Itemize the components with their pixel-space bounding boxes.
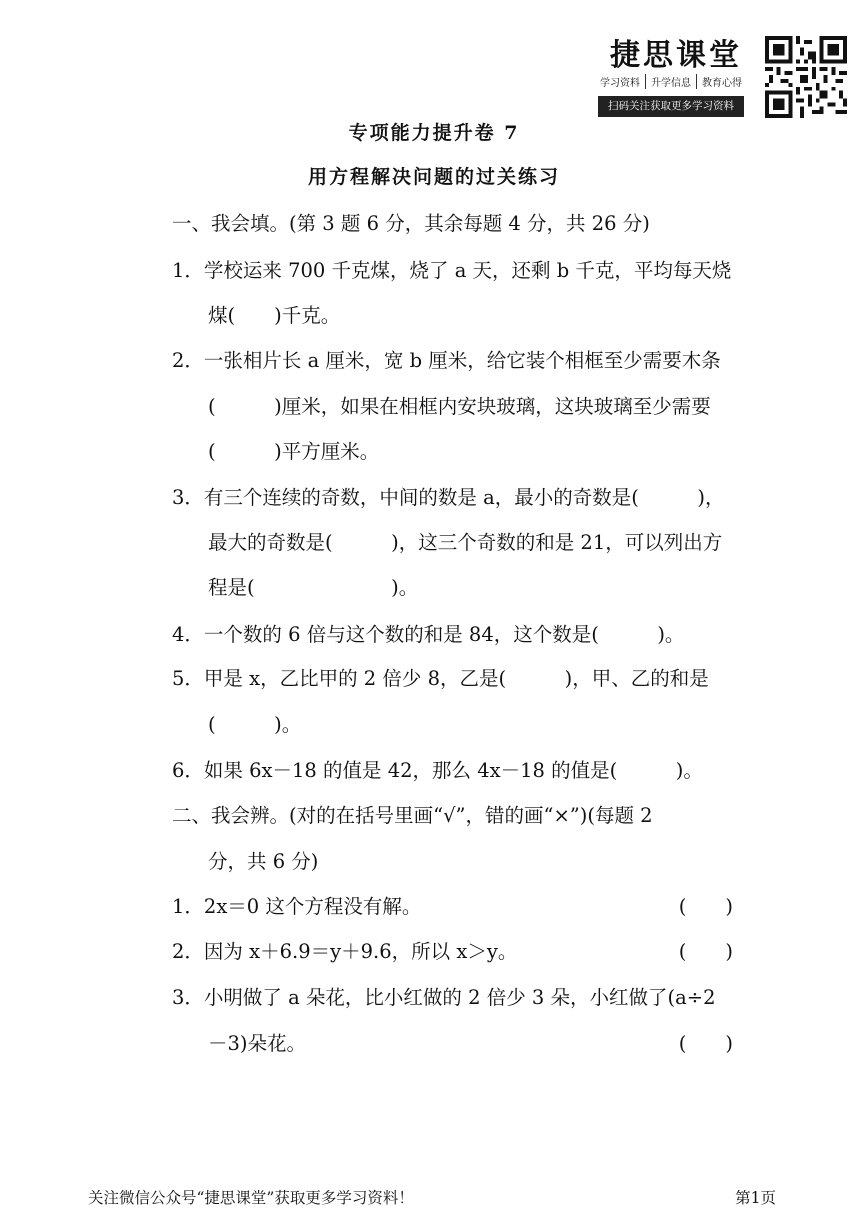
brand-tag: 学习资料 [600,78,640,89]
question-2-line-1: 2．一张相片长 a 厘米，宽 b 厘米，给它装个相框至少需要木条 [172,349,721,372]
brand-tags [600,74,747,89]
worksheet-title: 专项能力提升卷 7 [348,122,520,144]
question-3-line-2: 最大的奇数是( )，这三个奇数的和是 21，可以列出方 [208,531,723,554]
brand-title: 捷思课堂 [610,38,742,73]
brand-banner: 扫码关注获取更多学习资料 [598,96,744,117]
question-6: 6．如果 6x－18 的值是 42，那么 4x－18 的值是( )。 [172,759,703,782]
question-1-line-1: 1．学校运来 700 千克煤，烧了 a 天，还剩 b 千克，平均每天烧 [172,259,732,282]
worksheet-subtitle: 用方程解决问题的过关练习 [307,166,560,188]
footer-note: 关注微信公众号“捷思课堂”获取更多学习资料！ [88,1189,414,1207]
question-1-line-2: 煤( )千克。 [208,304,341,327]
judge-1: 1．2x＝0 这个方程没有解。 [172,895,422,918]
answer-blank: ( ) [678,940,733,963]
question-2-line-2: ( )厘米，如果在相框内安块玻璃，这块玻璃至少需要 [208,395,711,418]
qr-code-icon [765,36,847,118]
question-4: 4．一个数的 6 倍与这个数的和是 84，这个数是( )。 [172,623,685,646]
question-2-line-3: ( )平方厘米。 [208,440,380,463]
page-number: 第1页 [735,1189,776,1207]
judge-2: 2．因为 x＋6.9＝y＋9.6，所以 x＞y。 [172,940,518,963]
question-5-line-1: 5．甲是 x，乙比甲的 2 倍少 8，乙是( )，甲、乙的和是 [172,667,709,690]
answer-blank: ( ) [678,1032,733,1055]
section-2-heading-line-1: 二、我会辨。(对的在括号里画“√”，错的画“×”)(每题 2 [172,804,653,827]
question-3-line-3: 程是( )。 [208,576,419,599]
question-5-line-2: ( )。 [208,713,302,736]
section-2-heading-line-2: 分，共 6 分) [208,850,319,873]
section-1-heading: 一、我会填。(第 3 题 6 分，其余每题 4 分，共 26 分) [172,212,650,235]
question-3-line-1: 3．有三个连续的奇数，中间的数是 a，最小的奇数是( )， [172,486,725,509]
judge-3-line-2: －3)朵花。 [208,1032,307,1055]
judge-3-line-1: 3．小明做了 a 朵花，比小红做的 2 倍少 3 朵，小红做了(a÷2 [172,986,716,1009]
brand-tag: 升学信息 [645,74,696,89]
brand-tag: 教育心得 [696,74,747,89]
answer-blank: ( ) [678,895,733,918]
